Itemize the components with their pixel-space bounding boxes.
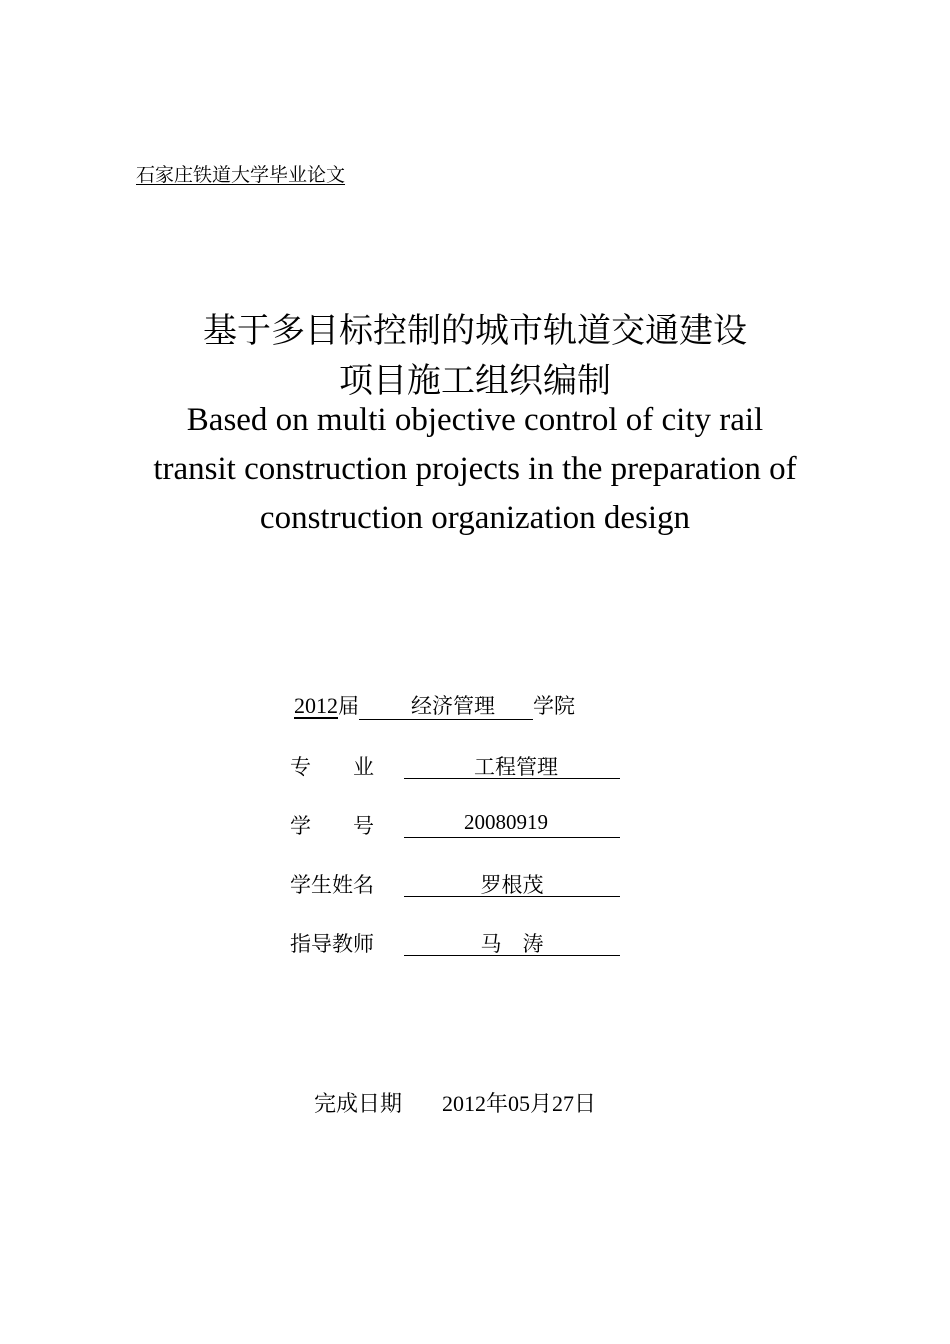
college-name: 经济管理 <box>411 694 495 718</box>
student-id-value: 20080919 <box>464 810 548 834</box>
major-label: 专 业 <box>290 755 374 779</box>
title-chinese-line-1: 基于多目标控制的城市轨道交通建设 <box>203 311 747 351</box>
completion-date-row <box>314 1087 596 1118</box>
completion-month-unit: 月 <box>530 1092 553 1117</box>
student-name-value: 罗根茂 <box>480 873 544 897</box>
advisor-value: 马 涛 <box>480 932 544 956</box>
title-english-line-1: Based on multi objective control of city rail <box>186 402 764 438</box>
header-university-thesis: 石家庄铁道大学毕业论文 <box>136 164 346 186</box>
student-id-label: 学 号 <box>290 814 374 838</box>
title-english-line-3: construction organization design <box>259 500 691 536</box>
completion-day-unit: 日 <box>574 1092 597 1117</box>
completion-month: 05 <box>508 1091 531 1116</box>
completion-date-label: 完成日期 <box>314 1092 403 1117</box>
advisor-label: 指导教师 <box>290 932 374 956</box>
student-name-label: 学生姓名 <box>290 873 374 897</box>
graduation-year-suffix: 届 <box>338 694 359 718</box>
graduation-year: 2012 <box>294 693 338 718</box>
major-value: 工程管理 <box>474 755 558 779</box>
completion-year-unit: 年 <box>486 1092 509 1117</box>
completion-day: 27 <box>552 1091 575 1116</box>
college-suffix: 学院 <box>533 694 575 718</box>
college-name-blank <box>359 693 533 720</box>
college-row <box>294 690 575 720</box>
title-chinese-line-2: 项目施工组织编制 <box>339 361 611 401</box>
title-english-line-2: transit construction projects in the preparation of <box>153 451 797 487</box>
completion-year: 2012 <box>442 1091 487 1116</box>
